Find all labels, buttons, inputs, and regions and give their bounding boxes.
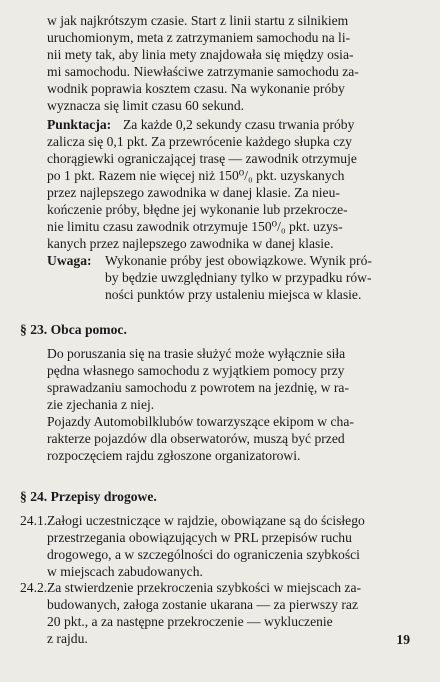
text-line: chorągiewki ograniczającej trasę — zawodnik otrzymuje bbox=[47, 151, 357, 166]
text-line: przez najlepszego zawodnika w danej klasie. Za nieu- bbox=[47, 185, 340, 200]
text-line: po 1 pkt. Razem nie więcej niż 150⁰/₀ pkt. uzyskanych bbox=[47, 168, 345, 183]
text-line: Za stwierdzenie przekroczenia szybkości w miejscach za- bbox=[47, 580, 362, 595]
item-number: 24.2. bbox=[20, 580, 48, 595]
punktacja-continuation bbox=[47, 133, 387, 252]
section-24-item-2 bbox=[47, 579, 387, 647]
text-line: Załogi uczestniczące w rajdzie, obowiązane są do ścisłego bbox=[47, 513, 365, 528]
punktacja-block bbox=[47, 116, 387, 256]
section-23-heading: § 23. Obca pomoc. bbox=[20, 322, 127, 337]
text-line: 20 pkt., a za następne przekroczenie — wykluczenie bbox=[47, 614, 333, 629]
text-line: drogowego, a w szczególności do ograniczenia szybkości bbox=[47, 547, 360, 562]
text-line: przestrzegania obowiązujących w PRL przepisów ruchu bbox=[47, 530, 352, 545]
text-line: Za każde 0,2 sekundy czasu trwania próby bbox=[123, 117, 355, 132]
text-line: sprawadzaniu samochodu z powrotem na jezdnię, w ra- bbox=[47, 380, 349, 395]
text-line: Pojazdy Automobilklubów towarzyszące ekipom w cha- bbox=[47, 414, 354, 429]
uwaga-text bbox=[105, 252, 387, 303]
section-24-heading: § 24. Przepisy drogowe. bbox=[20, 489, 157, 504]
text-line: kończenie próby, błędne jej wykonanie lub przekrocze- bbox=[47, 202, 348, 217]
text-line: budowanych, załoga zostanie ukarana — za pierwszy raz bbox=[47, 597, 359, 612]
text-line: nii mety tak, aby linia mety znajdowała się między osia- bbox=[47, 47, 354, 62]
text-line: by będzie uwzględniany tylko w przypadku rów- bbox=[105, 270, 372, 285]
punktacja-text bbox=[47, 116, 387, 133]
section-23-paragraph-1 bbox=[47, 345, 387, 413]
text-line: w miejscach zabudowanych. bbox=[47, 564, 203, 579]
item-number: 24.1. bbox=[20, 513, 48, 528]
text-line: kanych przez najlepszego zawodnika w danej klasie. bbox=[47, 236, 334, 251]
text-line: wyznacza się limit czasu 60 sekund. bbox=[47, 98, 245, 113]
text-line: rakterze pojazdów dla obserwatorów, muszą być przed bbox=[47, 431, 345, 446]
text-line: mi samochodu. Niewłaściwe zatrzymanie samochodu za- bbox=[47, 64, 359, 79]
punktacja-label: Punktacja: bbox=[47, 117, 112, 132]
uwaga-label: Uwaga: bbox=[47, 253, 92, 268]
text-line: uruchomionym, meta z zatrzymaniem samochodu na li- bbox=[47, 30, 351, 45]
text-line: Do poruszania się na trasie służyć może wyłącznie siła bbox=[47, 346, 346, 361]
section-24-item-1 bbox=[47, 512, 387, 580]
text-line: z rajdu. bbox=[47, 631, 88, 646]
text-line: ności punktów przy ustaleniu miejsca w klasie. bbox=[105, 287, 362, 302]
text-line: Wykonanie próby jest obowiązkowe. Wynik pró- bbox=[105, 253, 372, 268]
text-line: zalicza się 0,1 pkt. Za przewrócenie każdego słupka czy bbox=[47, 134, 352, 149]
text-line: rozpoczęciem rajdu zgłoszone organizatorowi. bbox=[47, 448, 301, 463]
page-number: 19 bbox=[396, 632, 410, 647]
uwaga-block bbox=[47, 252, 387, 304]
text-line: nie limitu czasu zawodnik otrzymuje 150⁰/₀ pkt. uzys- bbox=[47, 219, 343, 234]
top-paragraph bbox=[47, 12, 387, 114]
text-line: w jak najkrótszym czasie. Start z linii startu z silnikiem bbox=[47, 13, 349, 28]
section-23-paragraph-2 bbox=[47, 413, 387, 464]
text-line: wodnik poprawia kosztem czasu. Na wykonanie próby bbox=[47, 81, 345, 96]
text-line: zie zjechania z niej. bbox=[47, 397, 155, 412]
text-line: pędna własnego samochodu z wyjątkiem pomocy przy bbox=[47, 363, 345, 378]
